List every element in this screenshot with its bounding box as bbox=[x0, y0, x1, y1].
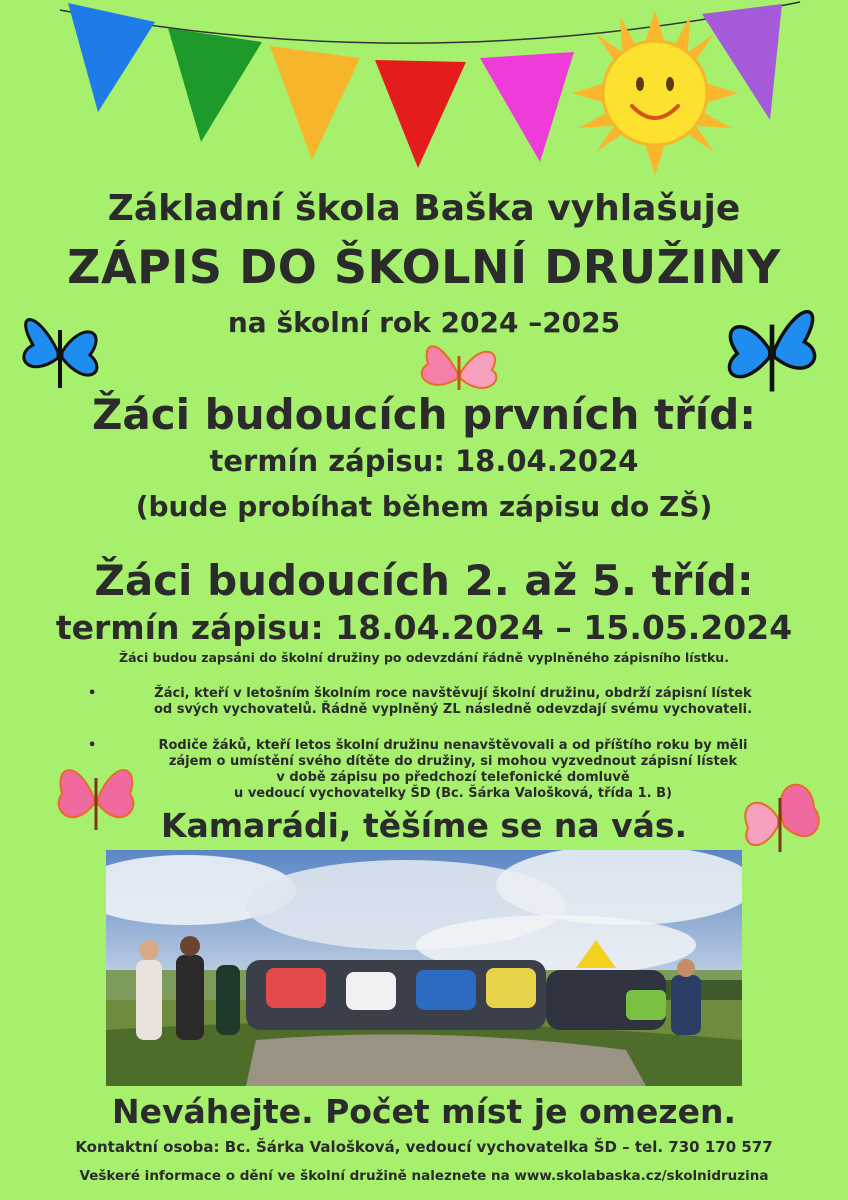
hurry-message: Neváhejte. Počet míst je omezen. bbox=[111, 1092, 737, 1131]
enrollment-intro: Žáci budou zapsáni do školní družiny po odevzdání řádně vyplněného zápisního lístku. bbox=[119, 650, 729, 665]
bullet-line: Žáci, kteří v letošním školním roce navštěvují školní družinu, obdrží zápisní lístek bbox=[154, 686, 752, 701]
pennant-green bbox=[168, 28, 262, 142]
pennant-orange bbox=[270, 46, 360, 160]
first-grade-heading: Žáci budoucích prvních tříd: bbox=[91, 390, 757, 439]
main-heading: ZÁPIS DO ŠKOLNÍ DRUŽINY bbox=[67, 240, 781, 294]
website-info: Veškeré informace o dění ve školní družině naleznete na www.skolabaska.cz/skolnidruzina bbox=[79, 1168, 769, 1184]
bullet-current-pupils bbox=[88, 686, 788, 726]
pennant-red bbox=[375, 60, 466, 168]
bullet-line: u vedoucí vychovatelky ŠD (Bc. Šárka Valošková, třída 1. B) bbox=[234, 786, 672, 801]
school-year: na školní rok 2024 –2025 bbox=[227, 306, 621, 339]
first-grade-note: (bude probíhat během zápisu do ZŠ) bbox=[135, 490, 713, 523]
other-grades-heading: Žáci budoucích 2. až 5. tříd: bbox=[94, 556, 754, 605]
friends-message: Kamarádi, těšíme se na vás. bbox=[160, 806, 688, 845]
group-photo bbox=[106, 850, 742, 1086]
page-title: Základní škola Baška vyhlašuje bbox=[107, 188, 741, 229]
pennant-magenta bbox=[480, 52, 574, 162]
sun-icon bbox=[570, 8, 740, 178]
bullet-marker: • bbox=[88, 738, 97, 753]
contact-info: Kontaktní osoba: Bc. Šárka Valošková, vedoucí vychovatelka ŠD – tel. 730 170 577 bbox=[75, 1138, 773, 1156]
bullet-line: Rodiče žáků, kteří letos školní družinu nenavštěvovali a od příštího roku by měli bbox=[158, 738, 748, 753]
bullet-line: zájem o umístění svého dítěte do družiny, si mohou vyzvednout zápisní lístek bbox=[168, 754, 738, 769]
other-grades-date: termín zápisu: 18.04.2024 – 15.05.2024 bbox=[55, 608, 793, 647]
bullet-line: v době zápisu po předchozí telefonické domluvě bbox=[276, 770, 630, 785]
bullet-line: od svých vychovatelů. Řádně vyplněný ZL následně odevzdají svému vychovateli. bbox=[153, 702, 753, 717]
bullet-new-pupils bbox=[88, 738, 788, 802]
bullet-marker: • bbox=[88, 686, 97, 701]
first-grade-date: termín zápisu: 18.04.2024 bbox=[209, 444, 639, 478]
pennant-blue bbox=[68, 3, 155, 112]
